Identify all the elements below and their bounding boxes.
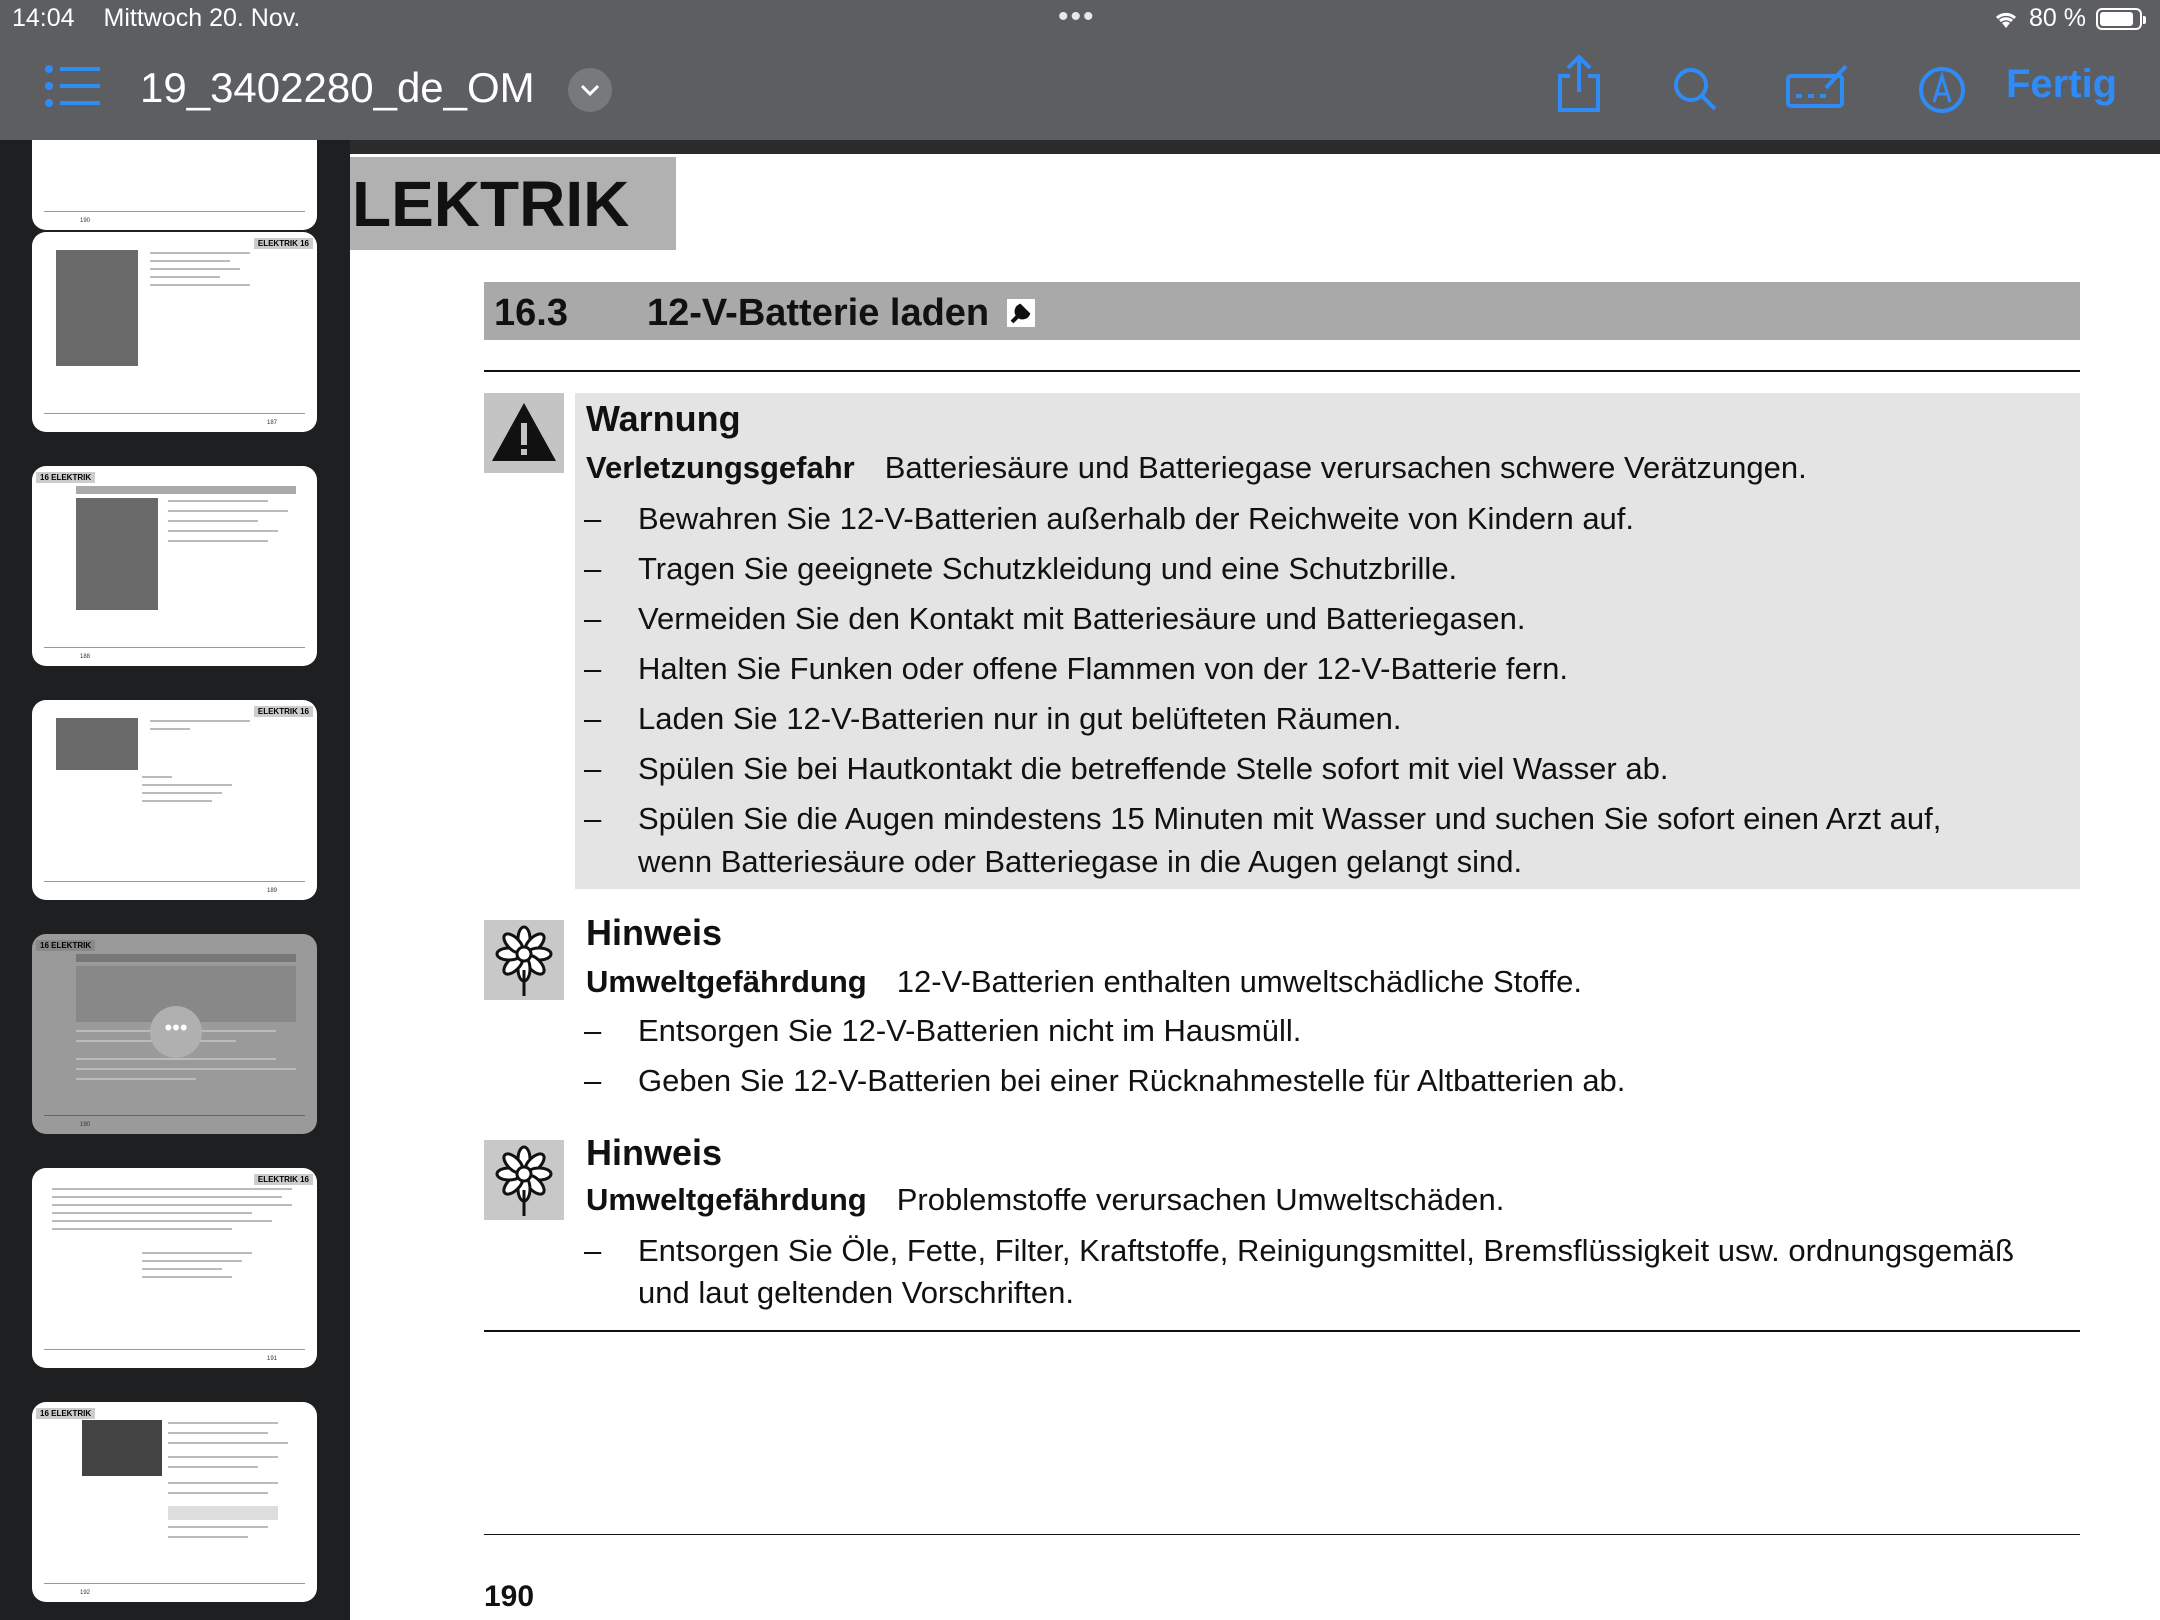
thumbnail-header: 16 ELEKTRIK xyxy=(36,1408,95,1419)
wrench-icon xyxy=(1006,298,1036,328)
chapter-title: LEKTRIK xyxy=(352,168,630,240)
page-thumbnail[interactable] xyxy=(32,1168,317,1368)
warning-subject: Verletzungsgefahr xyxy=(586,450,855,485)
list-item: – Laden Sie 12-V-Batterien nur in gut belüfteten Räumen. xyxy=(584,701,1402,736)
thumbnail-sidebar[interactable] xyxy=(0,140,350,1620)
list-item: – Geben Sie 12-V-Batterien bei einer Rücknahmestelle für Altbatterien ab. xyxy=(584,1063,1626,1098)
battery-icon xyxy=(2096,8,2142,30)
page-thumbnail[interactable] xyxy=(32,232,317,432)
thumbnail-page-number: 190 xyxy=(80,1122,91,1128)
status-bar xyxy=(0,0,2160,40)
list-item: – Spülen Sie bei Hautkontakt die betreffende Stelle sofort mit viel Wasser ab. xyxy=(584,751,1669,786)
hint-subject: Umweltgefährdung xyxy=(586,964,867,999)
page-thumbnail[interactable] xyxy=(32,1402,317,1602)
list-item-continuation: und laut geltenden Vorschriften. xyxy=(638,1275,1075,1310)
section-title: 12-V-Batterie laden xyxy=(647,292,1036,335)
status-time: 14:04 xyxy=(12,4,75,32)
hint-title: Hinweis xyxy=(586,1132,723,1173)
thumbnail-header: ELEKTRIK 16 xyxy=(254,706,313,717)
thumbnail-page-number: 190 xyxy=(80,218,91,224)
chapter-header xyxy=(350,157,676,250)
list-item-continuation: wenn Batteriesäure oder Batteriegase in die Augen gelangt sind. xyxy=(638,844,1523,879)
page-thumbnail-current[interactable] xyxy=(32,934,317,1134)
list-item: – Tragen Sie geeignete Schutzkleidung und eine Schutzbrille. xyxy=(584,551,1458,586)
share-icon[interactable] xyxy=(1554,54,1604,114)
list-icon[interactable] xyxy=(44,64,100,108)
thumbnail-header: ELEKTRIK 16 xyxy=(254,1174,313,1185)
hint-subject-line xyxy=(586,964,1582,1000)
annotate-icon[interactable] xyxy=(1786,62,1850,110)
thumbnail-page-number: 188 xyxy=(80,654,91,660)
thumbnail-header: 16 ELEKTRIK xyxy=(36,940,95,951)
hint-text: 12-V-Batterien enthalten umweltschädliche Stoffe. xyxy=(896,964,1583,999)
warning-text: Batteriesäure und Batteriegase verursachen schwere Verätzungen. xyxy=(884,450,1807,485)
thumbnail-page-number: 189 xyxy=(266,888,277,894)
search-icon[interactable] xyxy=(1672,66,1718,112)
title-menu-button[interactable] xyxy=(568,68,612,112)
more-options-button[interactable]: ••• xyxy=(150,1006,202,1058)
hint-title: Hinweis xyxy=(586,912,723,953)
chevron-down-icon xyxy=(568,68,612,112)
hint-subject: Umweltgefährdung xyxy=(586,1182,867,1217)
document-title[interactable]: 19_3402280_de_OM xyxy=(140,64,535,111)
markup-icon[interactable] xyxy=(1918,66,1966,114)
thumbnail-header: 16 ELEKTRIK xyxy=(36,472,95,483)
list-item: – Bewahren Sie 12-V-Batterien außerhalb der Reichweite von Kindern auf. xyxy=(584,501,1635,536)
warning-title: Warnung xyxy=(586,398,741,439)
top-toolbar xyxy=(0,0,2160,140)
status-date: Mittwoch 20. Nov. xyxy=(103,4,301,32)
nav-bar xyxy=(0,44,2160,134)
thumbnail-page-number: 192 xyxy=(80,1590,91,1596)
footer-divider xyxy=(484,1534,2080,1535)
list-item: – Entsorgen Sie Öle, Fette, Filter, Kraftstoffe, Reinigungsmittel, Bremsflüssigkeit usw. ordnungsgemäß xyxy=(584,1233,2015,1268)
list-item: – Entsorgen Sie 12-V-Batterien nicht im Hausmüll. xyxy=(584,1013,1302,1048)
list-item: – Spülen Sie die Augen mindestens 15 Minuten mit Wasser und suchen Sie sofort einen Arzt auf, xyxy=(584,801,1942,836)
page-thumbnail[interactable] xyxy=(32,700,317,900)
hint-text: Problemstoffe verursachen Umweltschäden. xyxy=(896,1182,1505,1217)
list-item: – Vermeiden Sie den Kontakt mit Batteriesäure und Batteriegasen. xyxy=(584,601,1526,636)
done-button[interactable]: Fertig xyxy=(2006,62,2118,106)
battery-percent: 80 % xyxy=(2029,4,2086,32)
list-item: – Halten Sie Funken oder offene Flammen von der 12-V-Batterie fern. xyxy=(584,651,1568,686)
page-thumbnail[interactable] xyxy=(32,466,317,666)
page-thumbnail[interactable] xyxy=(32,140,317,230)
thumbnail-header: ELEKTRIK 16 xyxy=(254,238,313,249)
warning-icon-box xyxy=(484,393,564,473)
section-number: 16.3 xyxy=(494,292,568,334)
flower-icon xyxy=(484,920,564,1000)
environment-icon-box xyxy=(484,1140,564,1220)
thumbnail-page-number: 191 xyxy=(266,1356,277,1362)
multitask-dots[interactable]: ••• xyxy=(1058,0,1096,33)
environment-icon-box xyxy=(484,920,564,1000)
wifi-icon xyxy=(1993,9,2019,29)
flower-icon xyxy=(484,1140,564,1220)
content-divider xyxy=(484,1330,2080,1332)
hint-subject-line xyxy=(586,1182,1504,1218)
warning-icon xyxy=(484,393,564,473)
thumbnail-page-number: 187 xyxy=(266,420,277,426)
section-divider xyxy=(484,370,2080,372)
section-header xyxy=(484,282,2080,340)
page-number: 190 xyxy=(484,1580,535,1613)
warning-subject-line xyxy=(586,450,1807,486)
